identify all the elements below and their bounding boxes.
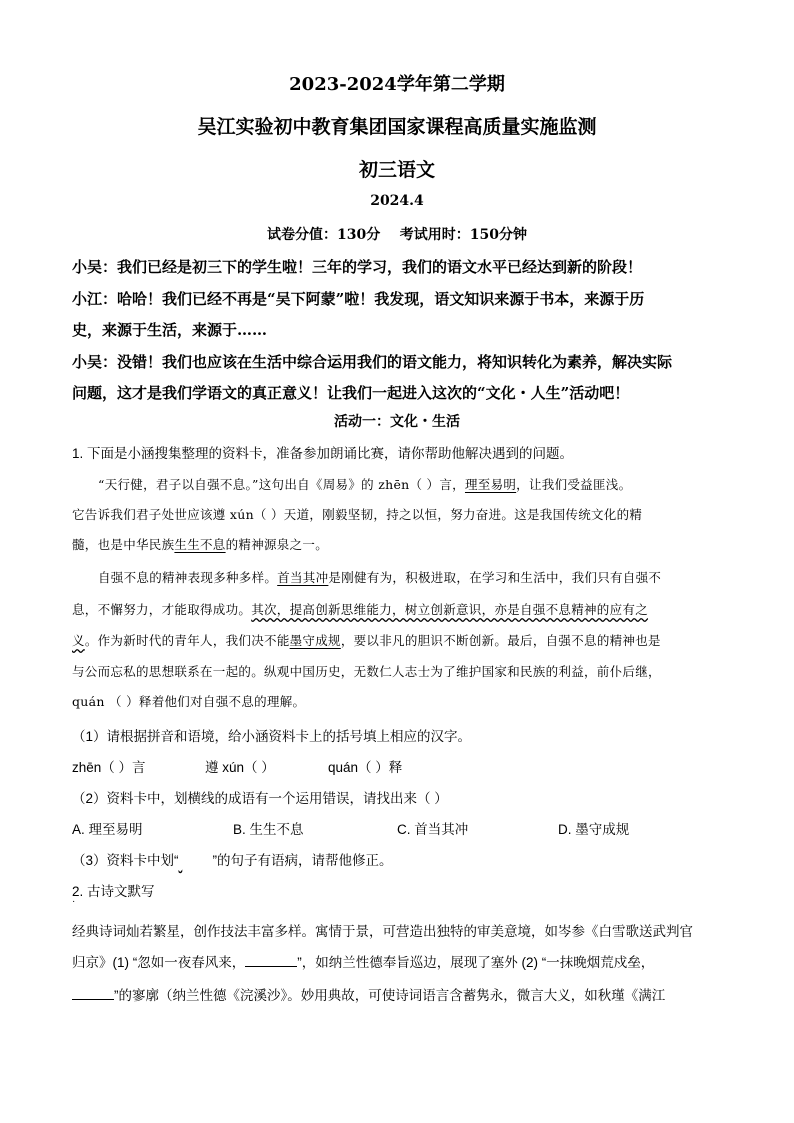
q2-line: 经典诗词灿若繁星，创作技法丰富多样。寓情于景，可营造出独特的审美意境，如岑参《白雪歌送武判官 bbox=[72, 924, 693, 939]
q1-intro: 1. 下面是小涵搜集整理的资料卡，准备参加朗诵比赛，请你帮助他解决遇到的问题。 bbox=[72, 446, 574, 461]
card-line: 息，不懈努力，才能取得成功。其次，提高创新思维能力，树立创新意识，亦是自强不息精神的应有之 bbox=[72, 602, 649, 617]
idiom-underlined: 理至易明 bbox=[464, 477, 517, 492]
q2-title: 2. 古诗文默写 bbox=[72, 884, 155, 899]
card-line: 它告诉我们君子处世应该遵 xún（ ）天道，刚毅坚韧，持之以恒，努力奋进。这是我国传统文化的精 bbox=[72, 507, 643, 522]
idiom-underlined: 生生不息 bbox=[174, 537, 226, 552]
option-c[interactable]: C. 首当其冲 bbox=[397, 822, 469, 837]
q1-sub3: （3）资料卡中划“ ”的句子有语病，请帮他修正。 bbox=[72, 853, 393, 868]
q1-sub2: （2）资料卡中，划横线的成语有一个运用错误，请找出来（ ） bbox=[72, 791, 448, 806]
wavy-sentence: 其次，提高创新思维能力，树立创新意识，亦是自强不息精神的应有之 bbox=[251, 602, 649, 617]
school-title: 吴江实验初中教育集团国家课程高质量实施监测 bbox=[197, 116, 597, 138]
wavy-mark bbox=[179, 853, 213, 868]
card-line: 自强不息的精神表现多种多样。首当其冲是刚健有为，积极进取，在学习和生活中，我们只有自强不 bbox=[98, 570, 662, 585]
exam-date: 2024.4 bbox=[370, 193, 424, 209]
idiom-underlined: 墨守成规 bbox=[289, 633, 341, 648]
dot-mark: · bbox=[72, 896, 76, 907]
exam-info: 试卷分值：130分 考试用时：150分钟 bbox=[267, 227, 527, 243]
pinyin-blank[interactable]: 遵 xún（ ） bbox=[205, 760, 275, 775]
dialogue-line: 小吴：没错！我们也应该在生活中综合运用我们的语文能力，将知识转化为素养，解决实际 bbox=[72, 353, 673, 371]
option-a[interactable]: A. 理至易明 bbox=[72, 822, 143, 837]
q2-line: 归京》(1) “忽如一夜春风来， ”，如纳兰性德奉旨巡边，展现了塞外 (2) “一抹晚烟荒戍垒， bbox=[72, 951, 722, 971]
pinyin-blank[interactable]: quán（ ）释 bbox=[328, 760, 403, 775]
card-line: 与公而忘私的思想联系在一起的。纵观中国历史，无数仁人志士为了维护国家和民族的利益，前仆后继， bbox=[72, 664, 661, 679]
term-title: 2023-2024学年第二学期 bbox=[289, 74, 505, 95]
option-b[interactable]: B. 生生不息 bbox=[233, 822, 304, 837]
q2-line: ”的寥廓（纳兰性德《浣溪沙》。妙用典故，可使诗词语言含蓄隽永，微言大义，如秋瑾《满江 bbox=[72, 984, 722, 1004]
idiom-underlined: 首当其冲 bbox=[277, 570, 329, 585]
card-line: 义。作为新时代的青年人，我们决不能墨守成规，要以非凡的胆识不断创新。最后，自强不息的精神也是 bbox=[72, 633, 661, 648]
answer-blank[interactable] bbox=[72, 985, 114, 1000]
dialogue-line: 问题，这才是我们学语文的真正意义！让我们一起进入这次的“文化・人生”活动吧！ bbox=[72, 384, 630, 402]
pinyin-blank[interactable]: zhēn（ ）言 bbox=[72, 760, 146, 775]
card-line: “天行健，君子以自强不息。”这句出自《周易》的 zhēn（ ）言，理至易明，让我们受益匪浅。 bbox=[98, 477, 632, 492]
dialogue-line: 小吴：我们已经是初三下的学生啦！三年的学习，我们的语文水平已经达到新的阶段！ bbox=[72, 258, 643, 276]
option-d[interactable]: D. 墨守成规 bbox=[558, 822, 630, 837]
activity-title: 活动一：文化・生活 bbox=[334, 414, 460, 430]
dialogue-line: 史，来源于生活，来源于…… bbox=[72, 321, 268, 339]
dialogue-line: 小江：哈哈！我们已经不再是“吴下阿蒙”啦！我发现，语文知识来源于书本，来源于历 bbox=[72, 290, 645, 308]
subject-title: 初三语文 bbox=[358, 159, 435, 181]
answer-blank[interactable] bbox=[245, 952, 297, 967]
q1-sub1: （1）请根据拼音和语境，给小涵资料卡上的括号填上相应的汉字。 bbox=[72, 729, 472, 744]
card-line: quán （ ）释着他们对自强不息的理解。 bbox=[72, 694, 306, 709]
wavy-sentence: 义 bbox=[72, 633, 85, 648]
card-line: 髓，也是中华民族生生不息的精神源泉之一。 bbox=[72, 537, 329, 552]
